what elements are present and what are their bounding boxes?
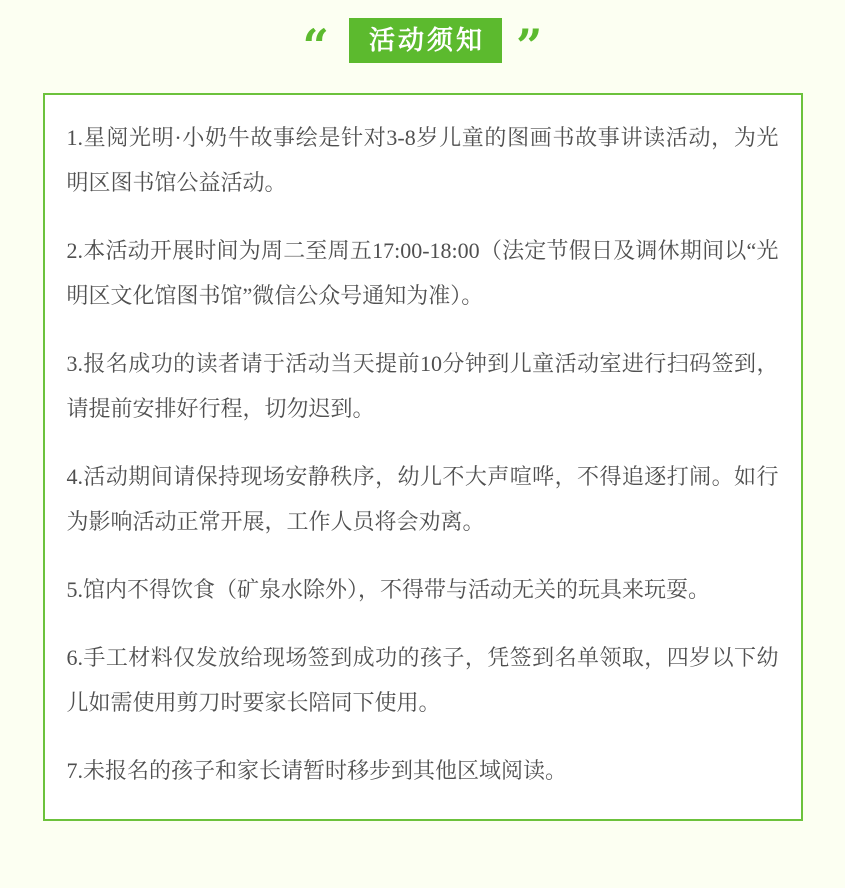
notice-box <box>43 93 803 821</box>
close-quote-icon: ” <box>516 18 543 73</box>
notice-item-2: 2.本活动开展时间为周二至周五17:00-18:00（法定节假日及调休期间以“光明区文化馆图书馆”微信公众号通知为准）。 <box>66 238 779 308</box>
section-header <box>0 18 845 73</box>
notice-item-7: 7.未报名的孩子和家长请暂时移步到其他区域阅读。 <box>66 758 568 783</box>
section-title-badge: 活动须知 <box>349 18 502 63</box>
notice-item-3: 3.报名成功的读者请于活动当天提前10分钟到儿童活动室进行扫码签到，请提前安排好行程，切勿迟到。 <box>66 351 779 421</box>
notice-item-6: 6.手工材料仅发放给现场签到成功的孩子，凭签到名单领取，四岁以下幼儿如需使用剪刀时要家长陪同下使用。 <box>66 645 779 715</box>
notice-item-1: 1.星阅光明·小奶牛故事绘是针对3-8岁儿童的图画书故事讲读活动，为光明区图书馆公益活动。 <box>66 125 779 195</box>
open-quote-icon: “ <box>302 18 329 73</box>
notice-item-5: 5.馆内不得饮食（矿泉水除外），不得带与活动无关的玩具来玩耍。 <box>66 577 711 602</box>
notice-item-4: 4.活动期间请保持现场安静秩序，幼儿不大声喧哗，不得追逐打闹。如行为影响活动正常开展，工作人员将会劝离。 <box>66 464 779 534</box>
